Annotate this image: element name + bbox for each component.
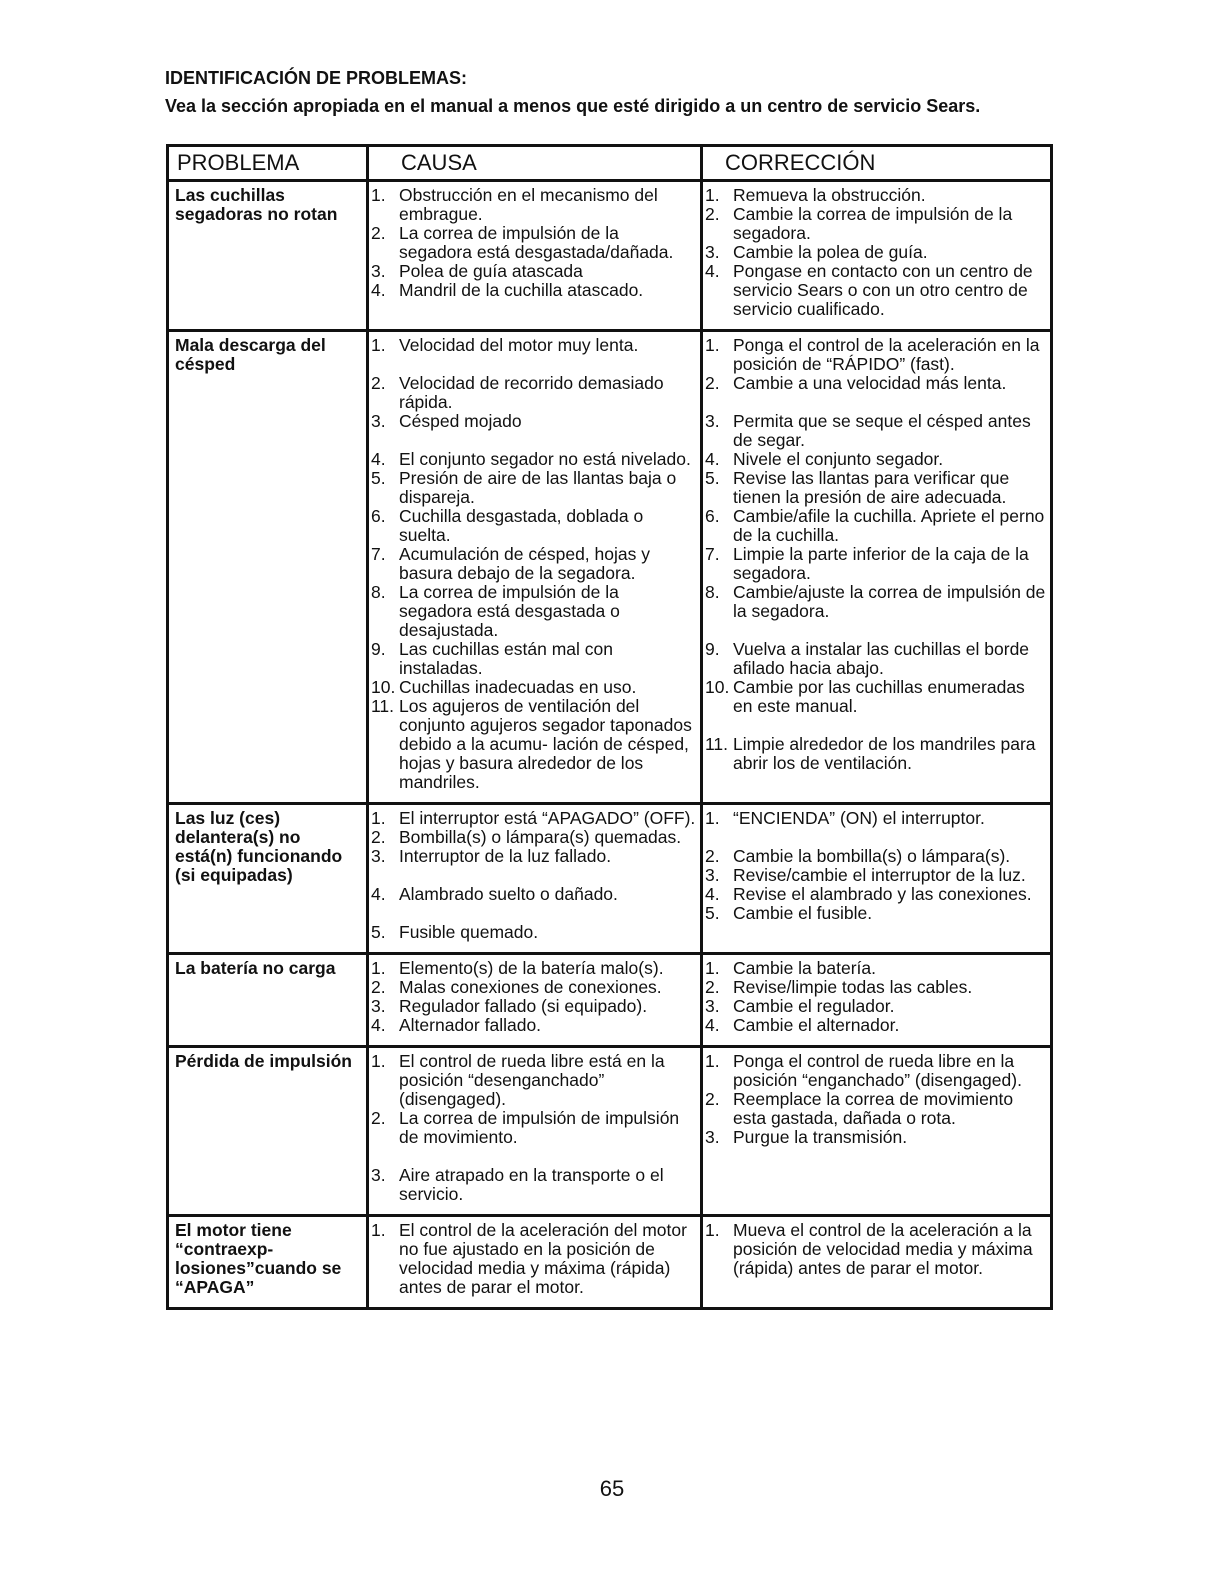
cause-item — [371, 809, 696, 828]
item-number: 3. — [371, 846, 386, 866]
item-number: 5. — [705, 903, 720, 923]
line-spacer — [371, 431, 696, 450]
table-body — [168, 181, 1052, 1309]
cause-item — [371, 847, 696, 866]
correction-item — [705, 640, 1046, 678]
page-number: 65 — [599, 1476, 625, 1501]
cause-item — [371, 412, 696, 431]
item-number: 4. — [371, 449, 386, 469]
item-number: 6. — [371, 506, 386, 526]
line-spacer — [371, 904, 696, 923]
cause-cell — [368, 804, 702, 954]
item-number: 7. — [705, 544, 720, 564]
item-text: Reemplace la correa de movimiento esta gastada, dañada o rota. — [733, 1089, 1014, 1128]
item-text: Las cuchillas están mal con instaladas. — [399, 639, 613, 678]
item-text: Revise/cambie el interruptor de la luz. — [733, 865, 1026, 885]
item-number: 4. — [705, 1015, 720, 1035]
cause-cell — [368, 1216, 702, 1309]
item-number: 2. — [705, 846, 720, 866]
correction-item — [705, 735, 1046, 773]
correction-item — [705, 847, 1046, 866]
item-text: Fusible quemado. — [399, 922, 539, 942]
cause-item — [371, 583, 696, 640]
cause-item — [371, 1109, 696, 1147]
cause-item — [371, 1052, 696, 1109]
correction-cell — [702, 331, 1052, 804]
item-text: Cambie la correa de impulsión de la segadora. — [733, 204, 1013, 243]
item-number: 7. — [371, 544, 386, 564]
item-number: 1. — [705, 808, 720, 828]
item-number: 1. — [371, 185, 386, 205]
correction-item — [705, 997, 1046, 1016]
item-text: Mueva el control de la aceleración a la posición de velocidad media y máxima (rápida) antes de parar el motor. — [733, 1220, 1033, 1278]
item-text: Los agujeros de ventilación del conjunto agujeros segador taponados debido a la acumu- lación de césped, hojas y basura alrededor de los mandriles. — [399, 696, 692, 792]
item-text: Cuchillas inadecuadas en uso. — [399, 677, 637, 697]
item-text: Revise/limpie todas las cables. — [733, 977, 973, 997]
correction-item — [705, 809, 1046, 828]
problem-cell: El motor tiene “contraexp- losiones”cuando se “APAGA” — [168, 1216, 368, 1309]
item-text: Pongase en contacto con un centro de servicio Sears o con un otro centro de servicio cualificado. — [733, 261, 1033, 319]
correction-item — [705, 336, 1046, 374]
item-number: 3. — [705, 411, 720, 431]
item-number: 2. — [371, 827, 386, 847]
item-text: Limpie alrededor de los mandriles para abrir los de ventilación. — [733, 734, 1036, 773]
item-text: Cambie la polea de guía. — [733, 242, 928, 262]
column-header-problem: PROBLEMA — [168, 146, 368, 181]
item-text: Cambie el regulador. — [733, 996, 895, 1016]
table-row — [168, 804, 1052, 954]
item-text: Polea de guía atascada — [399, 261, 583, 281]
line-spacer — [705, 393, 1046, 412]
correction-item — [705, 507, 1046, 545]
cause-item — [371, 507, 696, 545]
correction-item — [705, 1016, 1046, 1035]
column-header-cause: CAUSA — [368, 146, 702, 181]
item-text: Nivele el conjunto segador. — [733, 449, 944, 469]
item-text: Cambie el fusible. — [733, 903, 873, 923]
item-text: “ENCIENDA” (ON) el interruptor. — [733, 808, 985, 828]
item-number: 1. — [371, 958, 386, 978]
correction-item — [705, 374, 1046, 393]
item-number: 3. — [371, 996, 386, 1016]
item-number: 3. — [371, 411, 386, 431]
item-number: 3. — [705, 1127, 720, 1147]
problem-cell: Pérdida de impulsión — [168, 1047, 368, 1216]
item-number: 1. — [371, 808, 386, 828]
correction-item — [705, 1221, 1046, 1278]
correction-item — [705, 866, 1046, 885]
item-text: Regulador fallado (si equipado). — [399, 996, 648, 1016]
table-row — [168, 331, 1052, 804]
cause-item — [371, 1016, 696, 1035]
table-row — [168, 1047, 1052, 1216]
cause-item — [371, 545, 696, 583]
line-spacer — [371, 355, 696, 374]
item-number: 1. — [705, 1051, 720, 1071]
table-row — [168, 954, 1052, 1047]
problem-cell: La batería no carga — [168, 954, 368, 1047]
item-number: 2. — [705, 373, 720, 393]
item-text: Revise el alambrado y las conexiones. — [733, 884, 1032, 904]
cause-cell — [368, 181, 702, 331]
item-number: 1. — [371, 1220, 386, 1240]
item-text: Cambie por las cuchillas enumeradas en este manual. — [733, 677, 1025, 716]
item-text: Purgue la transmisión. — [733, 1127, 908, 1147]
cause-item — [371, 997, 696, 1016]
item-text: Elemento(s) de la batería malo(s). — [399, 958, 664, 978]
item-text: Remueva la obstrucción. — [733, 185, 926, 205]
cause-item — [371, 224, 696, 262]
item-text: Malas conexiones de conexiones. — [399, 977, 662, 997]
correction-item — [705, 978, 1046, 997]
item-text: El control de rueda libre está en la posición “desenganchado” (disengaged). — [399, 1051, 665, 1109]
item-text: Mandril de la cuchilla atascado. — [399, 280, 644, 300]
cause-item — [371, 186, 696, 224]
correction-item — [705, 469, 1046, 507]
item-number: 1. — [705, 958, 720, 978]
cause-item — [371, 923, 696, 942]
correction-item — [705, 412, 1046, 450]
item-number: 10. — [371, 677, 396, 697]
item-number: 9. — [371, 639, 386, 659]
correction-item — [705, 904, 1046, 923]
cause-item — [371, 678, 696, 697]
item-text: El conjunto segador no está nivelado. — [399, 449, 691, 469]
cause-item — [371, 640, 696, 678]
cause-item — [371, 336, 696, 355]
item-number: 3. — [371, 261, 386, 281]
cause-item — [371, 281, 696, 300]
correction-item — [705, 243, 1046, 262]
item-text: Ponga el control de la aceleración en la posición de “RÁPIDO” (fast). — [733, 335, 1040, 374]
correction-item — [705, 885, 1046, 904]
correction-item — [705, 262, 1046, 319]
item-number: 4. — [705, 261, 720, 281]
item-text: Cambie/afile la cuchilla. Apriete el perno de la cuchilla. — [733, 506, 1045, 545]
cause-item — [371, 374, 696, 412]
item-text: Bombilla(s) o lámpara(s) quemadas. — [399, 827, 682, 847]
item-number: 4. — [371, 884, 386, 904]
line-spacer — [705, 621, 1046, 640]
correction-item — [705, 450, 1046, 469]
line-spacer — [705, 828, 1046, 847]
item-number: 9. — [705, 639, 720, 659]
item-number: 3. — [705, 865, 720, 885]
item-number: 1. — [705, 335, 720, 355]
table-row — [168, 1216, 1052, 1309]
line-spacer — [705, 716, 1046, 735]
table-header-row — [168, 146, 1052, 181]
item-number: 4. — [705, 884, 720, 904]
item-number: 2. — [705, 1089, 720, 1109]
item-text: Cambie a una velocidad más lenta. — [733, 373, 1007, 393]
item-number: 3. — [705, 996, 720, 1016]
problem-cell: Las cuchillas segadoras no rotan — [168, 181, 368, 331]
line-spacer — [371, 1147, 696, 1166]
item-text: El interruptor está “APAGADO” (OFF). — [399, 808, 696, 828]
item-text: Acumulación de césped, hojas y basura debajo de la segadora. — [399, 544, 650, 583]
correction-cell — [702, 1216, 1052, 1309]
cause-item — [371, 885, 696, 904]
line-spacer — [371, 866, 696, 885]
item-number: 8. — [705, 582, 720, 602]
cause-item — [371, 450, 696, 469]
item-number: 2. — [705, 977, 720, 997]
item-text: Revise las llantas para verificar que tienen la presión de aire adecuada. — [733, 468, 1010, 507]
correction-item — [705, 959, 1046, 978]
item-text: Cambie/ajuste la correa de impulsión de la segadora. — [733, 582, 1046, 621]
cause-cell — [368, 1047, 702, 1216]
troubleshooting-table — [166, 144, 1053, 1310]
item-text: La correa de impulsión de la segadora está desgastada o desajustada. — [399, 582, 620, 640]
correction-item — [705, 583, 1046, 621]
item-text: Permita que se seque el césped antes de segar. — [733, 411, 1031, 450]
item-number: 5. — [705, 468, 720, 488]
item-number: 6. — [705, 506, 720, 526]
table-row — [168, 181, 1052, 331]
item-text: Aire atrapado en la transporte o el servicio. — [399, 1165, 664, 1204]
correction-item — [705, 545, 1046, 583]
cause-item — [371, 1166, 696, 1204]
item-text: Ponga el control de rueda libre en la posición “enganchado” (disengaged). — [733, 1051, 1022, 1090]
correction-cell — [702, 1047, 1052, 1216]
item-text: Velocidad del motor muy lenta. — [399, 335, 639, 355]
page-title: IDENTIFICACIÓN DE PROBLEMAS: — [165, 68, 468, 88]
correction-item — [705, 678, 1046, 716]
item-text: Cambie el alternador. — [733, 1015, 900, 1035]
correction-item — [705, 1052, 1046, 1090]
item-number: 1. — [371, 1051, 386, 1071]
item-number: 4. — [371, 280, 386, 300]
item-number: 2. — [371, 373, 386, 393]
correction-item — [705, 1090, 1046, 1128]
item-text: La correa de impulsión de la segadora está desgastada/dañada. — [399, 223, 674, 262]
item-number: 2. — [371, 223, 386, 243]
item-text: Césped mojado — [399, 411, 522, 431]
problem-cell: Las luz (ces) delantera(s) no está(n) funcionando (si equipadas) — [168, 804, 368, 954]
item-text: Alternador fallado. — [399, 1015, 542, 1035]
cause-item — [371, 697, 696, 792]
item-text: Limpie la parte inferior de la caja de la segadora. — [733, 544, 1029, 583]
item-number: 4. — [371, 1015, 386, 1035]
cause-item — [371, 959, 696, 978]
correction-item — [705, 1128, 1046, 1147]
cause-item — [371, 828, 696, 847]
item-text: Cuchilla desgastada, doblada o suelta. — [399, 506, 644, 545]
item-text: Velocidad de recorrido demasiado rápida. — [399, 373, 664, 412]
item-text: La correa de impulsión de impulsión de movimiento. — [399, 1108, 680, 1147]
item-number: 2. — [371, 977, 386, 997]
item-number: 1. — [705, 185, 720, 205]
item-number: 1. — [371, 335, 386, 355]
item-text: Alambrado suelto o dañado. — [399, 884, 618, 904]
correction-cell — [702, 804, 1052, 954]
correction-item — [705, 186, 1046, 205]
item-number: 11. — [705, 734, 729, 754]
item-number: 11. — [371, 696, 395, 716]
item-text: El control de la aceleración del motor no fue ajustado en la posición de velocidad media y máxima (rápida) antes de parar el motor. — [399, 1220, 687, 1297]
cause-item — [371, 978, 696, 997]
item-number: 10. — [705, 677, 730, 697]
correction-cell — [702, 181, 1052, 331]
cause-item — [371, 469, 696, 507]
item-number: 3. — [705, 242, 720, 262]
item-number: 3. — [371, 1165, 386, 1185]
item-number: 5. — [371, 922, 386, 942]
item-number: 1. — [705, 1220, 720, 1240]
item-number: 2. — [371, 1108, 386, 1128]
cause-cell — [368, 954, 702, 1047]
item-text: Cambie la bombilla(s) o lámpara(s). — [733, 846, 1011, 866]
correction-item — [705, 205, 1046, 243]
item-text: Interruptor de la luz fallado. — [399, 846, 612, 866]
column-header-correction: CORRECCIÓN — [702, 146, 1052, 181]
item-text: Presión de aire de las llantas baja o dispareja. — [399, 468, 677, 507]
cause-item — [371, 1221, 696, 1297]
item-number: 5. — [371, 468, 386, 488]
item-text: Obstrucción en el mecanismo del embrague. — [399, 185, 658, 224]
page-subtitle: Vea la sección apropiada en el manual a menos que esté dirigido a un centro de servicio Sears. — [165, 96, 981, 116]
item-number: 2. — [705, 204, 720, 224]
cause-item — [371, 262, 696, 281]
item-number: 8. — [371, 582, 386, 602]
problem-cell: Mala descarga del césped — [168, 331, 368, 804]
item-text: Cambie la batería. — [733, 958, 876, 978]
item-number: 4. — [705, 449, 720, 469]
item-text: Vuelva a instalar las cuchillas el borde afilado hacia abajo. — [733, 639, 1030, 678]
cause-cell — [368, 331, 702, 804]
correction-cell — [702, 954, 1052, 1047]
page-heading — [165, 68, 1045, 116]
